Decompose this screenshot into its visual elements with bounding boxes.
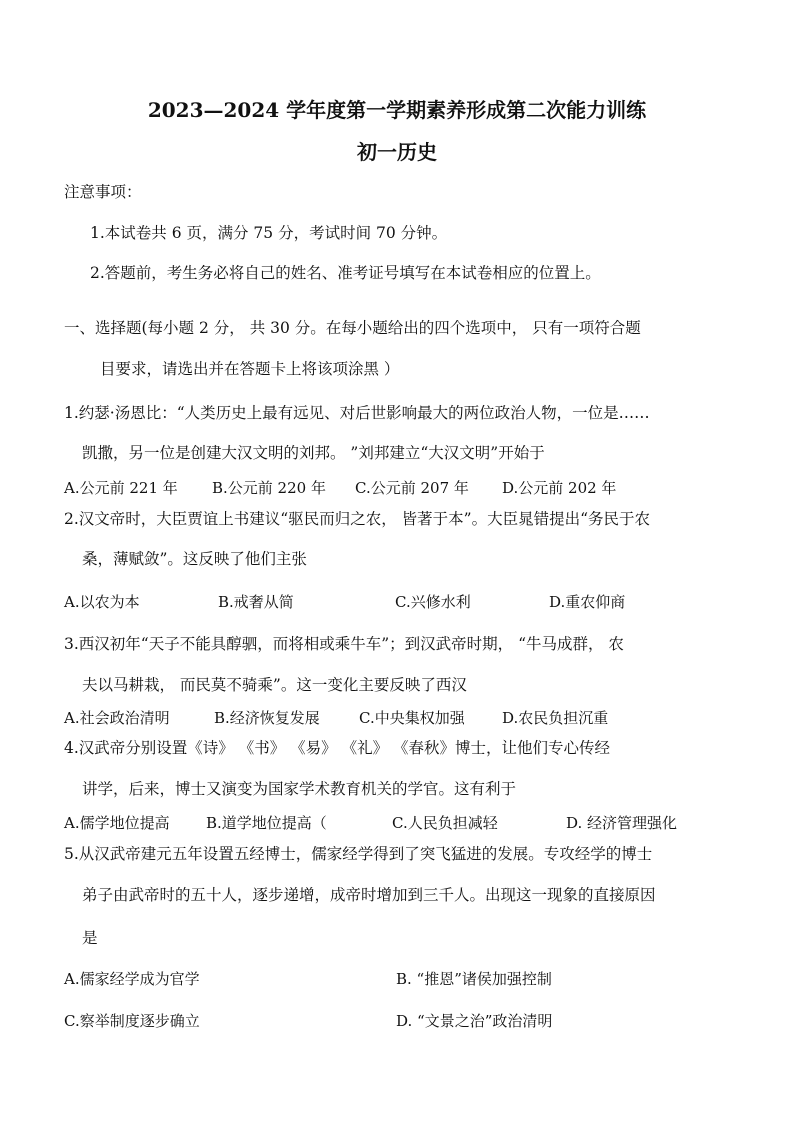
question-stem: 5.从汉武帝建元五年设置五经博士，儒家经学得到了突飞猛进的发展。专攻经学的博士 xyxy=(64,845,653,863)
question-stem: 1.约瑟·汤恩比：“人类历史上最有远见、对后世影响最大的两位政治人物，一位是…… xyxy=(64,404,650,422)
option-c: C.察举制度逐步确立 xyxy=(64,1012,200,1030)
question-stem: 是 xyxy=(82,929,98,947)
notice-item-1: 1.本试卷共 6 页，满分 75 分，考试时间 70 分钟。 xyxy=(90,224,448,242)
notice-heading: 注意事项： xyxy=(64,183,142,201)
option-a: A.儒家经学成为官学 xyxy=(64,970,200,988)
option-d: D. “文景之治”政治清明 xyxy=(396,1012,553,1030)
option-c: C.兴修水利 xyxy=(395,593,471,611)
option-a: A.公元前 221 年 xyxy=(64,479,178,497)
exam-title: 2023—2024 学年度第一学期素养形成第二次能力训练 xyxy=(147,98,647,122)
question-stem: 弟子由武帝时的五十人，逐步递增，成帝时增加到三千人。出现这一现象的直接原因 xyxy=(82,886,656,904)
question-stem: 2.汉文帝时，大臣贾谊上书建议“驱民而归之农， 皆著于本”。大臣晁错提出“务民于农 xyxy=(64,510,650,528)
option-a: A.以农为本 xyxy=(64,593,140,611)
option-b: B.道学地位提高（ xyxy=(206,814,327,832)
question-stem: 凯撒，另一位是创建大汉文明的刘邦。 ”刘邦建立“大汉文明”开始于 xyxy=(82,444,545,462)
question-stem: 桑，薄赋敛”。这反映了他们主张 xyxy=(82,550,307,568)
question-stem: 4.汉武帝分别设置《诗》 《书》 《易》 《礼》 《春秋》博士，让他们专心传经 xyxy=(64,739,610,757)
option-c: C.公元前 207 年 xyxy=(355,479,469,497)
option-d: D. 经济管理强化 xyxy=(566,814,678,832)
exam-subject: 初一历史 xyxy=(357,140,437,164)
option-b: B. “推恩”诸侯加强控制 xyxy=(396,970,552,988)
section-instruction-line2: 目要求，请选出并在答题卡上将该项涂黑 ） xyxy=(100,360,400,378)
option-a: A.社会政治清明 xyxy=(64,709,170,727)
option-c: C.人民负担减轻 xyxy=(392,814,498,832)
question-stem: 3.西汉初年“天子不能具醇驷，而将相或乘牛车”；到汉武帝时期， “牛马成群， 农 xyxy=(64,635,624,653)
option-c: C.中央集权加强 xyxy=(359,709,465,727)
option-a: A.儒学地位提高 xyxy=(64,814,170,832)
option-b: B.经济恢复发展 xyxy=(214,709,320,727)
option-b: B.公元前 220 年 xyxy=(212,479,326,497)
section-instruction-line1: 一、选择题(每小题 2 分， 共 30 分。在每小题给出的四个选项中， 只有一项符合题 xyxy=(64,319,641,337)
notice-item-2: 2.答题前，考生务必将自己的姓名、准考证号填写在本试卷相应的位置上。 xyxy=(90,264,601,282)
option-b: B.戒奢从简 xyxy=(218,593,294,611)
question-stem: 夫以马耕栽， 而民莫不骑乘”。这一变化主要反映了西汉 xyxy=(82,676,467,694)
option-d: D.重农仰商 xyxy=(549,593,626,611)
question-stem: 讲学，后来，博士又演变为国家学术教育机关的学官。这有利于 xyxy=(82,780,517,798)
option-d: D.公元前 202 年 xyxy=(502,479,617,497)
option-d: D.农民负担沉重 xyxy=(502,709,609,727)
